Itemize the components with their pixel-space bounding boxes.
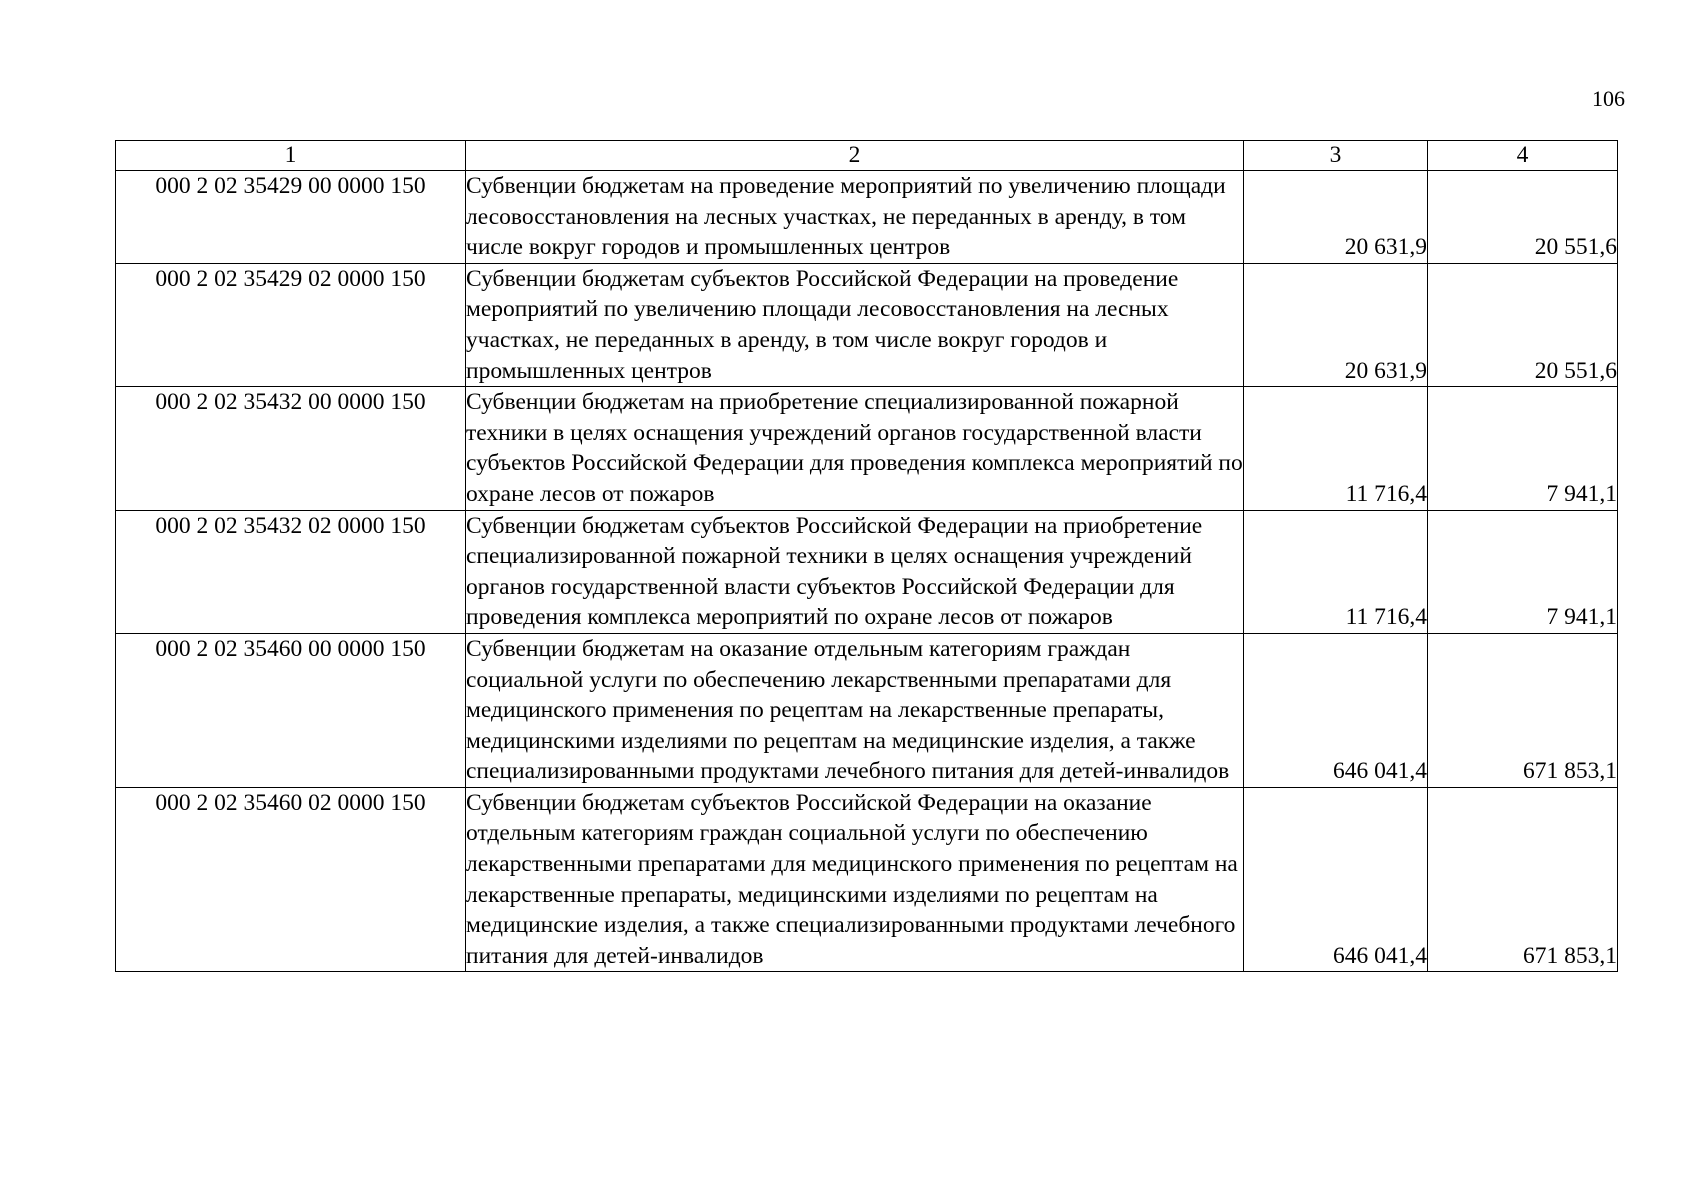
table-row bbox=[116, 633, 1618, 787]
amount-col-4: 20 551,6 bbox=[1428, 263, 1618, 386]
row-description: Субвенции бюджетам субъектов Российской Федерации на проведение мероприятий по увеличению площади лесовосстановления на лесных участках, не переданных в аренду, в том числе вокруг городов и промышленных центров bbox=[466, 263, 1244, 386]
amount-col-4: 7 941,1 bbox=[1428, 387, 1618, 510]
table-row bbox=[116, 510, 1618, 633]
amount-col-3: 11 716,4 bbox=[1244, 510, 1428, 633]
row-description: Субвенции бюджетам на оказание отдельным категориям граждан социальной услуги по обеспечению лекарственными препаратами для медицинского применения по рецептам на лекарственные препараты, медицинскими изделиями по рецептам на медицинские изделия, а также специализированными продуктами лечебного питания для детей-инвалидов bbox=[466, 633, 1244, 787]
amount-col-4: 671 853,1 bbox=[1428, 633, 1618, 787]
budget-code: 000 2 02 35432 02 0000 150 bbox=[116, 510, 466, 633]
amount-col-3: 646 041,4 bbox=[1244, 787, 1428, 972]
column-header-4: 4 bbox=[1428, 141, 1618, 171]
amount-col-4: 671 853,1 bbox=[1428, 787, 1618, 972]
table-row bbox=[116, 787, 1618, 972]
table-row bbox=[116, 263, 1618, 386]
amount-col-3: 20 631,9 bbox=[1244, 263, 1428, 386]
budget-code: 000 2 02 35429 00 0000 150 bbox=[116, 171, 466, 264]
column-header-3: 3 bbox=[1244, 141, 1428, 171]
amount-col-4: 7 941,1 bbox=[1428, 510, 1618, 633]
page-number: 106 bbox=[1592, 86, 1625, 111]
column-header-2: 2 bbox=[466, 141, 1244, 171]
row-description: Субвенции бюджетам на проведение мероприятий по увеличению площади лесовосстановления на лесных участках, не переданных в аренду, в том числе вокруг городов и промышленных центров bbox=[466, 171, 1244, 264]
row-description: Субвенции бюджетам субъектов Российской Федерации на оказание отдельным категориям граждан социальной услуги по обеспечению лекарственными препаратами для медицинского применения по рецептам на лекарственные препараты, медицинскими изделиями по рецептам на медицинские изделия, а также специализированными продуктами лечебного питания для детей-инвалидов bbox=[466, 787, 1244, 972]
amount-col-3: 20 631,9 bbox=[1244, 171, 1428, 264]
amount-col-4: 20 551,6 bbox=[1428, 171, 1618, 264]
budget-code: 000 2 02 35460 02 0000 150 bbox=[116, 787, 466, 972]
table-row bbox=[116, 387, 1618, 510]
table-row bbox=[116, 171, 1618, 264]
budget-table bbox=[115, 140, 1618, 972]
budget-code: 000 2 02 35460 00 0000 150 bbox=[116, 633, 466, 787]
column-header-1: 1 bbox=[116, 141, 466, 171]
row-description: Субвенции бюджетам субъектов Российской Федерации на приобретение специализированной пожарной техники в целях оснащения учреждений органов государственной власти субъектов Российской Федерации для проведения комплекса мероприятий по охране лесов от пожаров bbox=[466, 510, 1244, 633]
header-row bbox=[116, 141, 1618, 171]
row-description: Субвенции бюджетам на приобретение специализированной пожарной техники в целях оснащения учреждений органов государственной власти субъектов Российской Федерации для проведения комплекса мероприятий по охране лесов от пожаров bbox=[466, 387, 1244, 510]
amount-col-3: 646 041,4 bbox=[1244, 633, 1428, 787]
amount-col-3: 11 716,4 bbox=[1244, 387, 1428, 510]
budget-code: 000 2 02 35429 02 0000 150 bbox=[116, 263, 466, 386]
budget-code: 000 2 02 35432 00 0000 150 bbox=[116, 387, 466, 510]
